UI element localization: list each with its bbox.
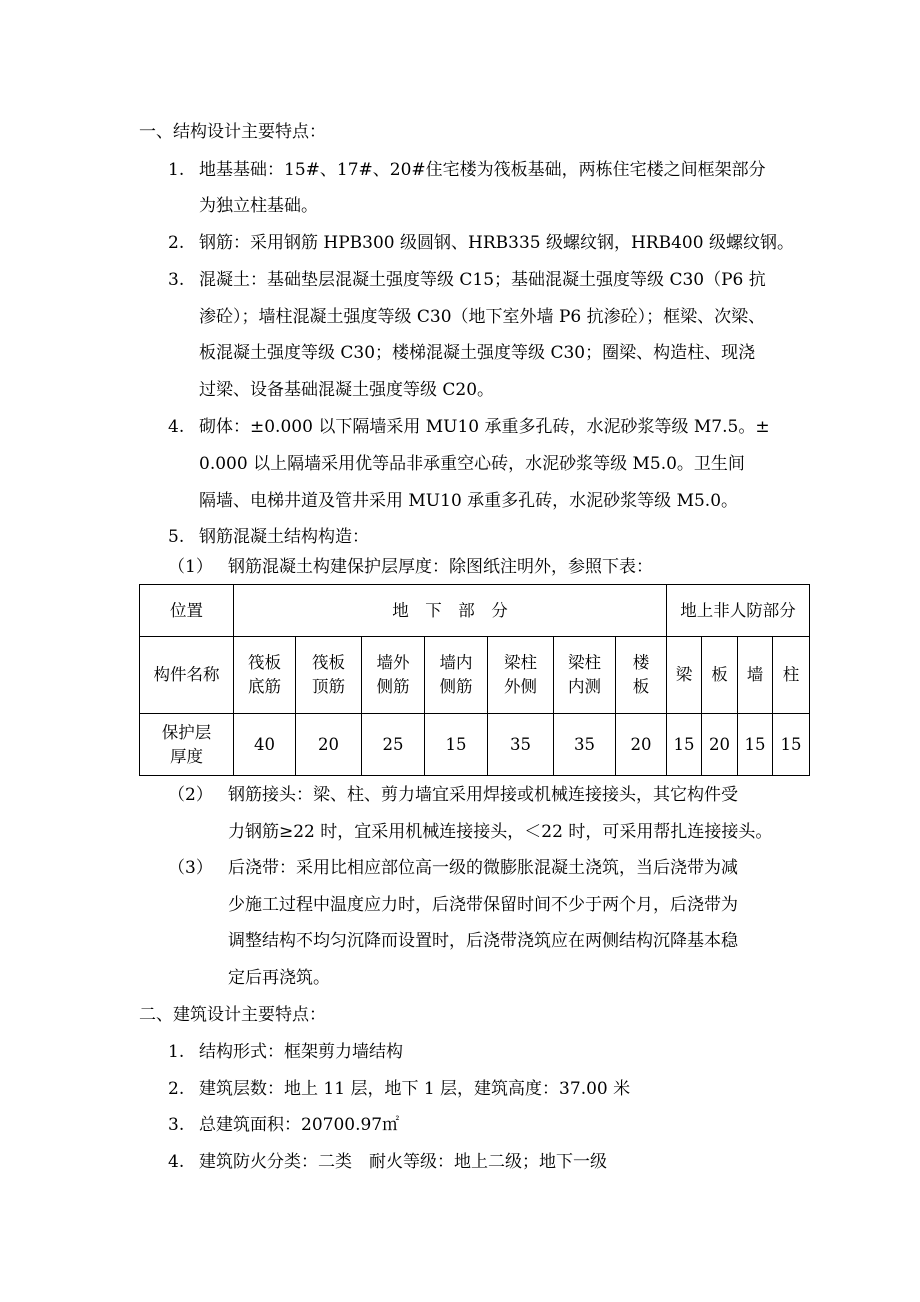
sub-item-number: （1） — [168, 557, 213, 577]
paragraph-line: 渗砼）；墙柱混凝土强度等级 C30（地下室外墙 P6 抗渗砼）；框梁、次梁、 — [199, 307, 766, 327]
paragraph-line: 地基基础：15#、17#、20#住宅楼为筏板基础，两栋住宅楼之间框架部分 — [199, 160, 766, 180]
component-label: 梁柱内测 — [568, 653, 601, 696]
component-cell — [488, 637, 554, 714]
item-number: 1. — [168, 160, 185, 180]
component-cell — [296, 637, 362, 714]
paragraph-line: 少施工过程中温度应力时，后浇带保留时间不少于两个月，后浇带为 — [228, 895, 738, 915]
header-above-ground — [667, 585, 810, 637]
value-cell: 35 — [488, 714, 554, 776]
value-cell: 20 — [616, 714, 667, 776]
value-cell: 20 — [296, 714, 362, 776]
cover-thickness-table — [139, 584, 810, 776]
item-number: 2. — [168, 233, 185, 253]
component-label: 梁柱外侧 — [504, 653, 537, 696]
item-number: 2. — [168, 1079, 185, 1099]
paragraph-line: 力钢筋≥22 时，宜采用机械连接接头，＜22 时，可采用帮扎连接接头。 — [228, 822, 773, 842]
component-cell — [234, 637, 296, 714]
header-above-ground-label: 地上非人防部分 — [680, 600, 796, 620]
paragraph-line: 过梁、设备基础混凝土强度等级 C20。 — [199, 380, 495, 400]
sub-item-number: （2） — [168, 785, 213, 805]
component-label: 墙外侧筋 — [376, 653, 410, 696]
paragraph-line: 0.000 以上隔墙采用优等品非承重空心砖，水泥砂浆等级 M5.0。卫生间 — [199, 454, 745, 474]
header-component-name: 构件名称 — [140, 637, 234, 714]
paragraph-line: 建筑层数：地上 11 层，地下 1 层，建筑高度：37.00 米 — [199, 1079, 631, 1099]
value-cell: 15 — [738, 714, 773, 776]
paragraph-line: 后浇带：采用比相应部位高一级的微膨胀混凝土浇筑，当后浇带为减 — [228, 858, 738, 878]
header-underground: 地 下 部 分 — [234, 585, 667, 637]
paragraph-line: 混凝土：基础垫层混凝土强度等级 C15；基础混凝土强度等级 C30（P6 抗 — [199, 270, 766, 290]
paragraph-line: 钢筋混凝土构建保护层厚度：除图纸注明外，参照下表： — [228, 557, 653, 577]
paragraph-line: 砌体：±0.000 以下隔墙采用 MU10 承重多孔砖，水泥砂浆等级 M7.5。± — [199, 417, 770, 437]
component-cell: 板 — [702, 637, 738, 714]
paragraph-line: 定后再浇筑。 — [228, 968, 330, 988]
value-cell: 15 — [773, 714, 810, 776]
value-cell: 20 — [702, 714, 738, 776]
item-number: 3. — [168, 270, 185, 290]
item-number: 4. — [168, 1152, 185, 1172]
item-number: 4. — [168, 417, 185, 437]
component-label: 墙内侧筋 — [439, 653, 473, 696]
value-cell: 40 — [234, 714, 296, 776]
component-cell: 墙 — [738, 637, 773, 714]
item-number: 5. — [168, 527, 185, 547]
component-label: 楼板 — [632, 653, 650, 696]
paragraph-line: 调整结构不均匀沉降而设置时，后浇带浇筑应在两侧结构沉降基本稳 — [228, 931, 738, 951]
item-number: 3. — [168, 1115, 185, 1135]
paragraph-line: 板混凝土强度等级 C30；楼梯混凝土强度等级 C30；圈梁、构造柱、现浇 — [199, 343, 756, 363]
component-label: 筏板顶筋 — [312, 653, 345, 696]
cover-thickness-label: 保护层厚度 — [161, 722, 212, 766]
value-cell: 25 — [362, 714, 425, 776]
value-cell: 15 — [425, 714, 488, 776]
sub-item-number: （3） — [168, 858, 213, 878]
section-2-title: 二、建筑设计主要特点： — [139, 1005, 326, 1025]
paragraph-line: 钢筋：采用钢筋 HPB300 级圆钢、HRB335 级螺纹钢，HRB400 级螺纹钢。 — [199, 233, 794, 253]
paragraph-line: 钢筋混凝土结构构造： — [199, 527, 369, 547]
header-cover-thickness — [140, 714, 234, 776]
paragraph-line: 隔墙、电梯井道及管井采用 MU10 承重多孔砖，水泥砂浆等级 M5.0。 — [199, 491, 739, 511]
section-1-title: 一、结构设计主要特点： — [139, 122, 326, 142]
component-cell — [616, 637, 667, 714]
paragraph-line: 为独立柱基础。 — [199, 196, 318, 216]
paragraph-line: 钢筋接头：梁、柱、剪力墙宜采用焊接或机械连接接头，其它构件受 — [228, 785, 738, 805]
paragraph-line: 建筑防火分类：二类 耐火等级：地上二级；地下一级 — [199, 1152, 607, 1172]
component-cell — [554, 637, 616, 714]
value-cell: 15 — [667, 714, 702, 776]
component-cell — [362, 637, 425, 714]
paragraph-line: 结构形式：框架剪力墙结构 — [199, 1042, 403, 1062]
component-label: 筏板底筋 — [248, 653, 281, 696]
header-position: 位置 — [140, 585, 234, 637]
component-cell: 柱 — [773, 637, 810, 714]
item-number: 1. — [168, 1042, 185, 1062]
paragraph-line: 总建筑面积：20700.97㎡ — [199, 1115, 400, 1135]
component-cell: 梁 — [667, 637, 702, 714]
value-cell: 35 — [554, 714, 616, 776]
component-cell — [425, 637, 488, 714]
